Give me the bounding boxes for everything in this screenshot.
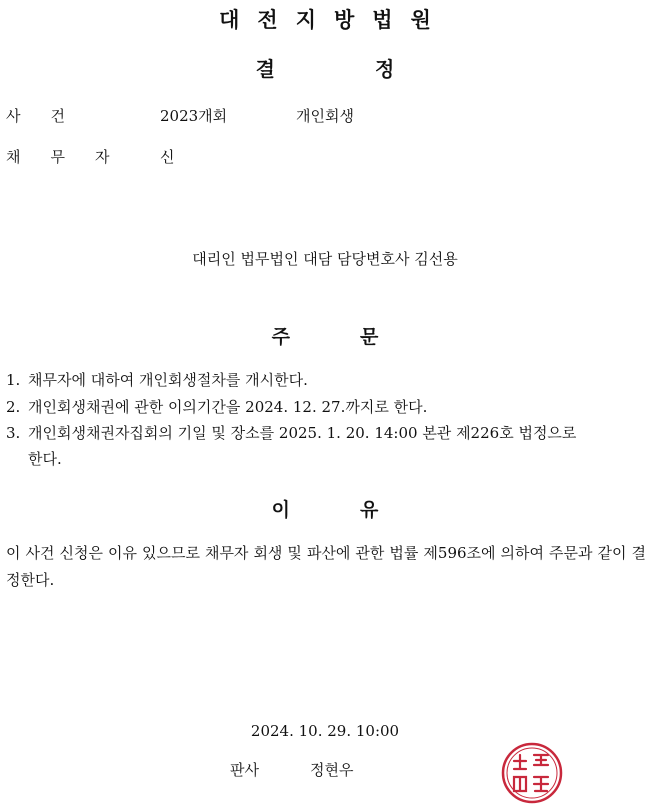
- order-item: [6, 422, 646, 443]
- order-item-text: 개인회생채권에 관한 이의기간을 2024. 12. 27.까지로 한다.: [28, 398, 428, 416]
- debtor-name: 신: [160, 148, 175, 166]
- order-item-number: 1.: [6, 371, 21, 389]
- seal-glyphs: [514, 755, 548, 791]
- order-heading: 주문: [271, 326, 449, 348]
- seal-outer-ring: [503, 744, 561, 802]
- order-item-continuation: 한다.: [28, 450, 62, 468]
- order-item-text: 채무자에 대하여 개인회생절차를 개시한다.: [28, 371, 308, 389]
- order-item-text: 개인회생채권자집회의 기일 및 장소를 2025. 1. 20. 14:00 본관 제226호 법정으로: [28, 424, 577, 442]
- reason-text: 이 사건 신청은 이유 있으므로 채무자 회생 및 파산에 관한 법률 제596조에 의하여 주문과 같이 결정한다.: [6, 544, 646, 589]
- order-item-number: 2.: [6, 398, 21, 416]
- reason-heading: 이유: [271, 499, 449, 521]
- decision-date: 2024. 10. 29. 10:00: [250, 722, 400, 740]
- case-name: 개인회생: [296, 107, 354, 125]
- representative: 대리인 법무법인 대담 담당변호사 김선용: [192, 250, 458, 268]
- document-title: 결정: [255, 57, 495, 81]
- debtor-label: 채무자: [6, 148, 140, 166]
- case-number: 2023개회: [160, 107, 228, 125]
- order-item: [6, 396, 646, 417]
- case-label: 사건: [6, 107, 95, 125]
- judge-label: 판사: [230, 761, 259, 779]
- court-name: 대전지방법원: [219, 8, 449, 32]
- order-item: [6, 369, 646, 390]
- judge-name: 정현우: [310, 761, 354, 779]
- judge-seal-stamp: [500, 741, 564, 805]
- order-item-number: 3.: [6, 424, 21, 442]
